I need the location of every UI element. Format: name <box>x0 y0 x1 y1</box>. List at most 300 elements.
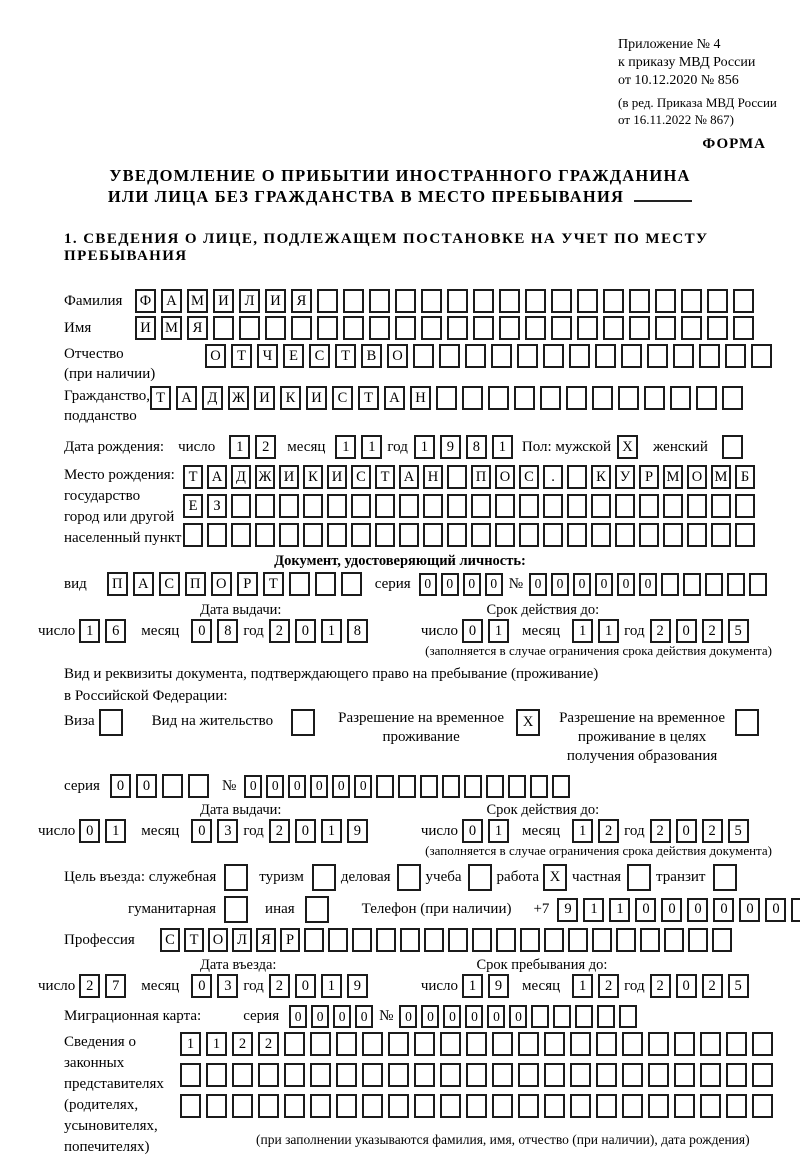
char-cell[interactable] <box>398 775 416 798</box>
char-cell[interactable]: 9 <box>557 898 578 922</box>
char-cell[interactable]: О <box>205 344 226 368</box>
char-cell[interactable] <box>543 494 563 518</box>
char-cell[interactable]: 2 <box>79 974 100 998</box>
temp-edu-checkbox[interactable] <box>735 709 764 736</box>
char-cell[interactable] <box>369 289 390 313</box>
char-cell[interactable] <box>421 316 442 340</box>
char-cell[interactable] <box>304 928 324 952</box>
char-cell[interactable] <box>551 289 572 313</box>
char-cell[interactable] <box>305 896 329 923</box>
birth-place-row2-cells[interactable] <box>183 494 759 518</box>
migration-number-cells[interactable] <box>399 1005 641 1028</box>
char-cell[interactable] <box>465 344 486 368</box>
legal-reps-row1-cells[interactable] <box>180 1032 778 1056</box>
char-cell[interactable]: 1 <box>414 435 435 459</box>
char-cell[interactable] <box>375 523 395 547</box>
char-cell[interactable] <box>399 494 419 518</box>
char-cell[interactable] <box>291 316 312 340</box>
stay-month-cells[interactable] <box>572 974 624 998</box>
char-cell[interactable] <box>388 1094 409 1118</box>
char-cell[interactable]: Я <box>256 928 276 952</box>
char-cell[interactable] <box>303 494 323 518</box>
char-cell[interactable] <box>224 896 248 923</box>
char-cell[interactable] <box>472 928 492 952</box>
char-cell[interactable] <box>341 572 362 596</box>
char-cell[interactable] <box>725 344 746 368</box>
char-cell[interactable]: 1 <box>229 435 250 459</box>
char-cell[interactable] <box>440 1032 461 1056</box>
char-cell[interactable] <box>681 289 702 313</box>
char-cell[interactable] <box>508 775 526 798</box>
char-cell[interactable] <box>466 1094 487 1118</box>
char-cell[interactable] <box>615 523 635 547</box>
char-cell[interactable]: Е <box>283 344 304 368</box>
char-cell[interactable] <box>99 709 123 736</box>
char-cell[interactable] <box>486 775 504 798</box>
char-cell[interactable] <box>395 289 416 313</box>
char-cell[interactable] <box>570 1094 591 1118</box>
char-cell[interactable] <box>499 316 520 340</box>
char-cell[interactable]: 1 <box>321 974 342 998</box>
temp-permit-checkbox[interactable] <box>516 709 545 736</box>
char-cell[interactable]: 1 <box>180 1032 201 1056</box>
char-cell[interactable] <box>570 1063 591 1087</box>
char-cell[interactable] <box>544 1032 565 1056</box>
char-cell[interactable]: 0 <box>310 775 328 798</box>
char-cell[interactable]: 1 <box>321 619 342 643</box>
char-cell[interactable]: И <box>135 316 156 340</box>
permit-valid-year-cells[interactable] <box>650 819 754 843</box>
char-cell[interactable]: А <box>176 386 197 410</box>
char-cell[interactable] <box>687 494 707 518</box>
char-cell[interactable] <box>224 864 248 891</box>
char-cell[interactable] <box>421 289 442 313</box>
char-cell[interactable] <box>567 465 587 489</box>
char-cell[interactable]: 8 <box>347 619 368 643</box>
char-cell[interactable] <box>519 523 539 547</box>
char-cell[interactable]: П <box>471 465 491 489</box>
char-cell[interactable]: Н <box>423 465 443 489</box>
char-cell[interactable]: 3 <box>217 819 238 843</box>
char-cell[interactable]: 9 <box>347 974 368 998</box>
char-cell[interactable]: П <box>107 572 128 596</box>
char-cell[interactable] <box>751 344 772 368</box>
entry-month-cells[interactable] <box>191 974 243 998</box>
char-cell[interactable]: И <box>254 386 275 410</box>
char-cell[interactable]: 0 <box>289 1005 307 1028</box>
migration-series-cells[interactable] <box>289 1005 377 1028</box>
char-cell[interactable]: М <box>161 316 182 340</box>
char-cell[interactable] <box>395 316 416 340</box>
char-cell[interactable]: 2 <box>269 819 290 843</box>
char-cell[interactable]: 5 <box>728 974 749 998</box>
char-cell[interactable]: 1 <box>572 819 593 843</box>
char-cell[interactable] <box>343 289 364 313</box>
char-cell[interactable] <box>388 1032 409 1056</box>
id-issue-month-cells[interactable] <box>191 619 243 643</box>
char-cell[interactable] <box>464 775 482 798</box>
profession-cells[interactable] <box>160 928 736 952</box>
char-cell[interactable]: А <box>399 465 419 489</box>
char-cell[interactable]: 0 <box>332 775 350 798</box>
char-cell[interactable]: 2 <box>702 819 723 843</box>
char-cell[interactable] <box>423 494 443 518</box>
char-cell[interactable]: 2 <box>255 435 276 459</box>
char-cell[interactable] <box>442 775 460 798</box>
char-cell[interactable] <box>711 494 731 518</box>
char-cell[interactable] <box>162 774 183 798</box>
char-cell[interactable] <box>603 316 624 340</box>
char-cell[interactable] <box>413 344 434 368</box>
char-cell[interactable]: М <box>187 289 208 313</box>
char-cell[interactable]: К <box>591 465 611 489</box>
char-cell[interactable]: 6 <box>105 619 126 643</box>
char-cell[interactable] <box>362 1094 383 1118</box>
char-cell[interactable] <box>255 523 275 547</box>
char-cell[interactable] <box>568 928 588 952</box>
purpose-transit-checkbox[interactable] <box>713 864 742 891</box>
char-cell[interactable]: 1 <box>335 435 356 459</box>
id-issue-year-cells[interactable] <box>269 619 373 643</box>
char-cell[interactable] <box>722 435 743 459</box>
char-cell[interactable]: 0 <box>635 898 656 922</box>
char-cell[interactable]: 5 <box>728 819 749 843</box>
char-cell[interactable] <box>499 289 520 313</box>
char-cell[interactable] <box>310 1032 331 1056</box>
char-cell[interactable] <box>520 928 540 952</box>
char-cell[interactable]: О <box>495 465 515 489</box>
char-cell[interactable] <box>518 1032 539 1056</box>
char-cell[interactable] <box>291 709 315 736</box>
permit-issue-year-cells[interactable] <box>269 819 373 843</box>
char-cell[interactable]: С <box>159 572 180 596</box>
char-cell[interactable]: X <box>617 435 638 459</box>
char-cell[interactable] <box>575 1005 593 1028</box>
char-cell[interactable] <box>473 289 494 313</box>
char-cell[interactable] <box>525 316 546 340</box>
char-cell[interactable]: 1 <box>361 435 382 459</box>
char-cell[interactable]: Р <box>639 465 659 489</box>
char-cell[interactable] <box>258 1063 279 1087</box>
char-cell[interactable] <box>540 386 561 410</box>
char-cell[interactable] <box>674 1094 695 1118</box>
char-cell[interactable]: 1 <box>609 898 630 922</box>
char-cell[interactable]: 0 <box>573 573 591 596</box>
char-cell[interactable]: Т <box>335 344 356 368</box>
visa-checkbox[interactable] <box>99 709 128 736</box>
char-cell[interactable]: 0 <box>509 1005 527 1028</box>
id-valid-day-cells[interactable] <box>462 619 514 643</box>
entry-day-cells[interactable] <box>79 974 131 998</box>
char-cell[interactable]: 0 <box>661 898 682 922</box>
char-cell[interactable]: 0 <box>443 1005 461 1028</box>
char-cell[interactable] <box>700 1063 721 1087</box>
char-cell[interactable]: 0 <box>110 774 131 798</box>
char-cell[interactable] <box>495 523 515 547</box>
char-cell[interactable]: С <box>160 928 180 952</box>
char-cell[interactable]: Я <box>291 289 312 313</box>
char-cell[interactable] <box>206 1094 227 1118</box>
birth-place-row1-cells[interactable] <box>183 465 759 489</box>
char-cell[interactable] <box>284 1032 305 1056</box>
char-cell[interactable]: 0 <box>676 819 697 843</box>
char-cell[interactable] <box>592 928 612 952</box>
char-cell[interactable]: Ф <box>135 289 156 313</box>
char-cell[interactable]: 0 <box>311 1005 329 1028</box>
char-cell[interactable] <box>462 386 483 410</box>
char-cell[interactable] <box>414 1063 435 1087</box>
char-cell[interactable]: 0 <box>295 819 316 843</box>
char-cell[interactable] <box>517 344 538 368</box>
char-cell[interactable] <box>362 1063 383 1087</box>
legal-reps-row2-cells[interactable] <box>180 1063 778 1087</box>
char-cell[interactable] <box>592 386 613 410</box>
char-cell[interactable] <box>726 1094 747 1118</box>
char-cell[interactable] <box>735 494 755 518</box>
char-cell[interactable] <box>655 316 676 340</box>
char-cell[interactable] <box>255 494 275 518</box>
char-cell[interactable] <box>603 289 624 313</box>
char-cell[interactable] <box>591 523 611 547</box>
char-cell[interactable]: 1 <box>321 819 342 843</box>
char-cell[interactable]: 2 <box>598 974 619 998</box>
char-cell[interactable] <box>232 1094 253 1118</box>
char-cell[interactable] <box>496 928 516 952</box>
purpose-tourism-checkbox[interactable] <box>312 864 341 891</box>
char-cell[interactable]: 8 <box>217 619 238 643</box>
char-cell[interactable] <box>284 1094 305 1118</box>
char-cell[interactable]: 1 <box>488 819 509 843</box>
char-cell[interactable] <box>284 1063 305 1087</box>
char-cell[interactable] <box>648 1094 669 1118</box>
purpose-study-checkbox[interactable] <box>468 864 497 891</box>
char-cell[interactable]: 2 <box>650 819 671 843</box>
char-cell[interactable] <box>707 289 728 313</box>
char-cell[interactable] <box>791 898 800 922</box>
char-cell[interactable]: 0 <box>676 974 697 998</box>
char-cell[interactable]: Т <box>263 572 284 596</box>
char-cell[interactable]: 2 <box>269 974 290 998</box>
citizenship-cells[interactable] <box>150 386 748 410</box>
char-cell[interactable]: С <box>519 465 539 489</box>
char-cell[interactable] <box>752 1094 773 1118</box>
char-cell[interactable]: Т <box>183 465 203 489</box>
permit-number-cells[interactable] <box>244 775 574 798</box>
char-cell[interactable] <box>705 573 723 596</box>
char-cell[interactable] <box>543 523 563 547</box>
char-cell[interactable]: 0 <box>441 573 459 596</box>
char-cell[interactable] <box>700 1094 721 1118</box>
char-cell[interactable]: С <box>332 386 353 410</box>
char-cell[interactable] <box>596 1094 617 1118</box>
purpose-official-checkbox[interactable] <box>224 864 253 891</box>
char-cell[interactable]: 0 <box>595 573 613 596</box>
char-cell[interactable]: 0 <box>487 1005 505 1028</box>
birth-place-row3-cells[interactable] <box>183 523 759 547</box>
char-cell[interactable]: 1 <box>572 974 593 998</box>
char-cell[interactable] <box>231 523 251 547</box>
char-cell[interactable] <box>492 1063 513 1087</box>
char-cell[interactable] <box>180 1094 201 1118</box>
char-cell[interactable] <box>670 386 691 410</box>
char-cell[interactable] <box>596 1063 617 1087</box>
char-cell[interactable]: Т <box>375 465 395 489</box>
char-cell[interactable]: 2 <box>258 1032 279 1056</box>
char-cell[interactable] <box>399 523 419 547</box>
char-cell[interactable]: Т <box>358 386 379 410</box>
char-cell[interactable] <box>622 1063 643 1087</box>
char-cell[interactable]: Р <box>280 928 300 952</box>
char-cell[interactable]: 5 <box>728 619 749 643</box>
char-cell[interactable]: 0 <box>419 573 437 596</box>
char-cell[interactable]: М <box>663 465 683 489</box>
char-cell[interactable]: 0 <box>713 898 734 922</box>
char-cell[interactable]: 0 <box>765 898 786 922</box>
char-cell[interactable]: А <box>133 572 154 596</box>
char-cell[interactable] <box>312 864 336 891</box>
char-cell[interactable] <box>388 1063 409 1087</box>
char-cell[interactable]: 0 <box>191 619 212 643</box>
char-cell[interactable]: 1 <box>598 619 619 643</box>
char-cell[interactable]: Л <box>232 928 252 952</box>
char-cell[interactable] <box>688 928 708 952</box>
char-cell[interactable] <box>207 523 227 547</box>
char-cell[interactable] <box>206 1063 227 1087</box>
char-cell[interactable] <box>289 572 310 596</box>
char-cell[interactable]: 1 <box>105 819 126 843</box>
char-cell[interactable] <box>570 1032 591 1056</box>
char-cell[interactable] <box>622 1032 643 1056</box>
char-cell[interactable]: А <box>384 386 405 410</box>
char-cell[interactable]: Я <box>187 316 208 340</box>
char-cell[interactable] <box>400 928 420 952</box>
stay-year-cells[interactable] <box>650 974 754 998</box>
char-cell[interactable] <box>711 523 731 547</box>
char-cell[interactable] <box>525 289 546 313</box>
char-cell[interactable]: 2 <box>269 619 290 643</box>
id-number-cells[interactable] <box>529 573 771 596</box>
char-cell[interactable] <box>699 344 720 368</box>
char-cell[interactable] <box>315 572 336 596</box>
char-cell[interactable] <box>492 1032 513 1056</box>
char-cell[interactable] <box>397 864 421 891</box>
char-cell[interactable] <box>696 386 717 410</box>
char-cell[interactable]: 2 <box>598 819 619 843</box>
char-cell[interactable]: 0 <box>465 1005 483 1028</box>
char-cell[interactable] <box>188 774 209 798</box>
char-cell[interactable] <box>531 1005 549 1028</box>
char-cell[interactable] <box>495 494 515 518</box>
char-cell[interactable]: 0 <box>463 573 481 596</box>
char-cell[interactable]: 1 <box>492 435 513 459</box>
char-cell[interactable]: 1 <box>488 619 509 643</box>
char-cell[interactable]: 1 <box>583 898 604 922</box>
char-cell[interactable]: В <box>361 344 382 368</box>
char-cell[interactable] <box>530 775 548 798</box>
char-cell[interactable] <box>544 1094 565 1118</box>
char-cell[interactable] <box>733 316 754 340</box>
char-cell[interactable] <box>362 1032 383 1056</box>
char-cell[interactable] <box>488 386 509 410</box>
char-cell[interactable]: 0 <box>295 974 316 998</box>
char-cell[interactable]: 0 <box>529 573 547 596</box>
permit-issue-month-cells[interactable] <box>191 819 243 843</box>
char-cell[interactable] <box>577 316 598 340</box>
char-cell[interactable] <box>629 289 650 313</box>
purpose-work-checkbox[interactable] <box>543 864 572 891</box>
char-cell[interactable] <box>577 289 598 313</box>
char-cell[interactable]: 9 <box>440 435 461 459</box>
char-cell[interactable]: 0 <box>551 573 569 596</box>
char-cell[interactable] <box>447 494 467 518</box>
char-cell[interactable] <box>351 523 371 547</box>
char-cell[interactable] <box>471 523 491 547</box>
legal-reps-row3-cells[interactable] <box>180 1094 778 1118</box>
char-cell[interactable]: 0 <box>485 573 503 596</box>
char-cell[interactable] <box>713 864 737 891</box>
char-cell[interactable] <box>183 523 203 547</box>
char-cell[interactable]: П <box>185 572 206 596</box>
char-cell[interactable] <box>722 386 743 410</box>
char-cell[interactable] <box>595 344 616 368</box>
char-cell[interactable]: 1 <box>79 619 100 643</box>
char-cell[interactable]: Д <box>231 465 251 489</box>
char-cell[interactable] <box>681 316 702 340</box>
char-cell[interactable]: 0 <box>333 1005 351 1028</box>
char-cell[interactable] <box>663 494 683 518</box>
char-cell[interactable] <box>733 289 754 313</box>
char-cell[interactable]: 2 <box>232 1032 253 1056</box>
char-cell[interactable]: Ж <box>228 386 249 410</box>
char-cell[interactable] <box>519 494 539 518</box>
char-cell[interactable]: 0 <box>354 775 372 798</box>
char-cell[interactable]: X <box>543 864 567 891</box>
char-cell[interactable] <box>674 1032 695 1056</box>
char-cell[interactable]: 2 <box>650 619 671 643</box>
char-cell[interactable] <box>674 1063 695 1087</box>
char-cell[interactable] <box>518 1094 539 1118</box>
char-cell[interactable] <box>351 494 371 518</box>
char-cell[interactable]: К <box>280 386 301 410</box>
id-valid-year-cells[interactable] <box>650 619 754 643</box>
char-cell[interactable] <box>440 1063 461 1087</box>
char-cell[interactable] <box>375 494 395 518</box>
char-cell[interactable] <box>447 289 468 313</box>
char-cell[interactable] <box>317 289 338 313</box>
char-cell[interactable]: 0 <box>462 819 483 843</box>
char-cell[interactable] <box>310 1063 331 1087</box>
char-cell[interactable] <box>735 523 755 547</box>
char-cell[interactable] <box>543 344 564 368</box>
purpose-private-checkbox[interactable] <box>627 864 656 891</box>
char-cell[interactable] <box>661 573 679 596</box>
char-cell[interactable] <box>231 494 251 518</box>
char-cell[interactable]: Л <box>239 289 260 313</box>
char-cell[interactable] <box>473 316 494 340</box>
char-cell[interactable]: 2 <box>650 974 671 998</box>
char-cell[interactable] <box>420 775 438 798</box>
char-cell[interactable]: С <box>309 344 330 368</box>
char-cell[interactable] <box>639 494 659 518</box>
char-cell[interactable]: 7 <box>105 974 126 998</box>
char-cell[interactable] <box>343 316 364 340</box>
char-cell[interactable] <box>619 1005 637 1028</box>
char-cell[interactable] <box>258 1094 279 1118</box>
birth-year-cells[interactable] <box>414 435 518 459</box>
char-cell[interactable] <box>352 928 372 952</box>
char-cell[interactable]: 0 <box>617 573 635 596</box>
char-cell[interactable] <box>414 1094 435 1118</box>
